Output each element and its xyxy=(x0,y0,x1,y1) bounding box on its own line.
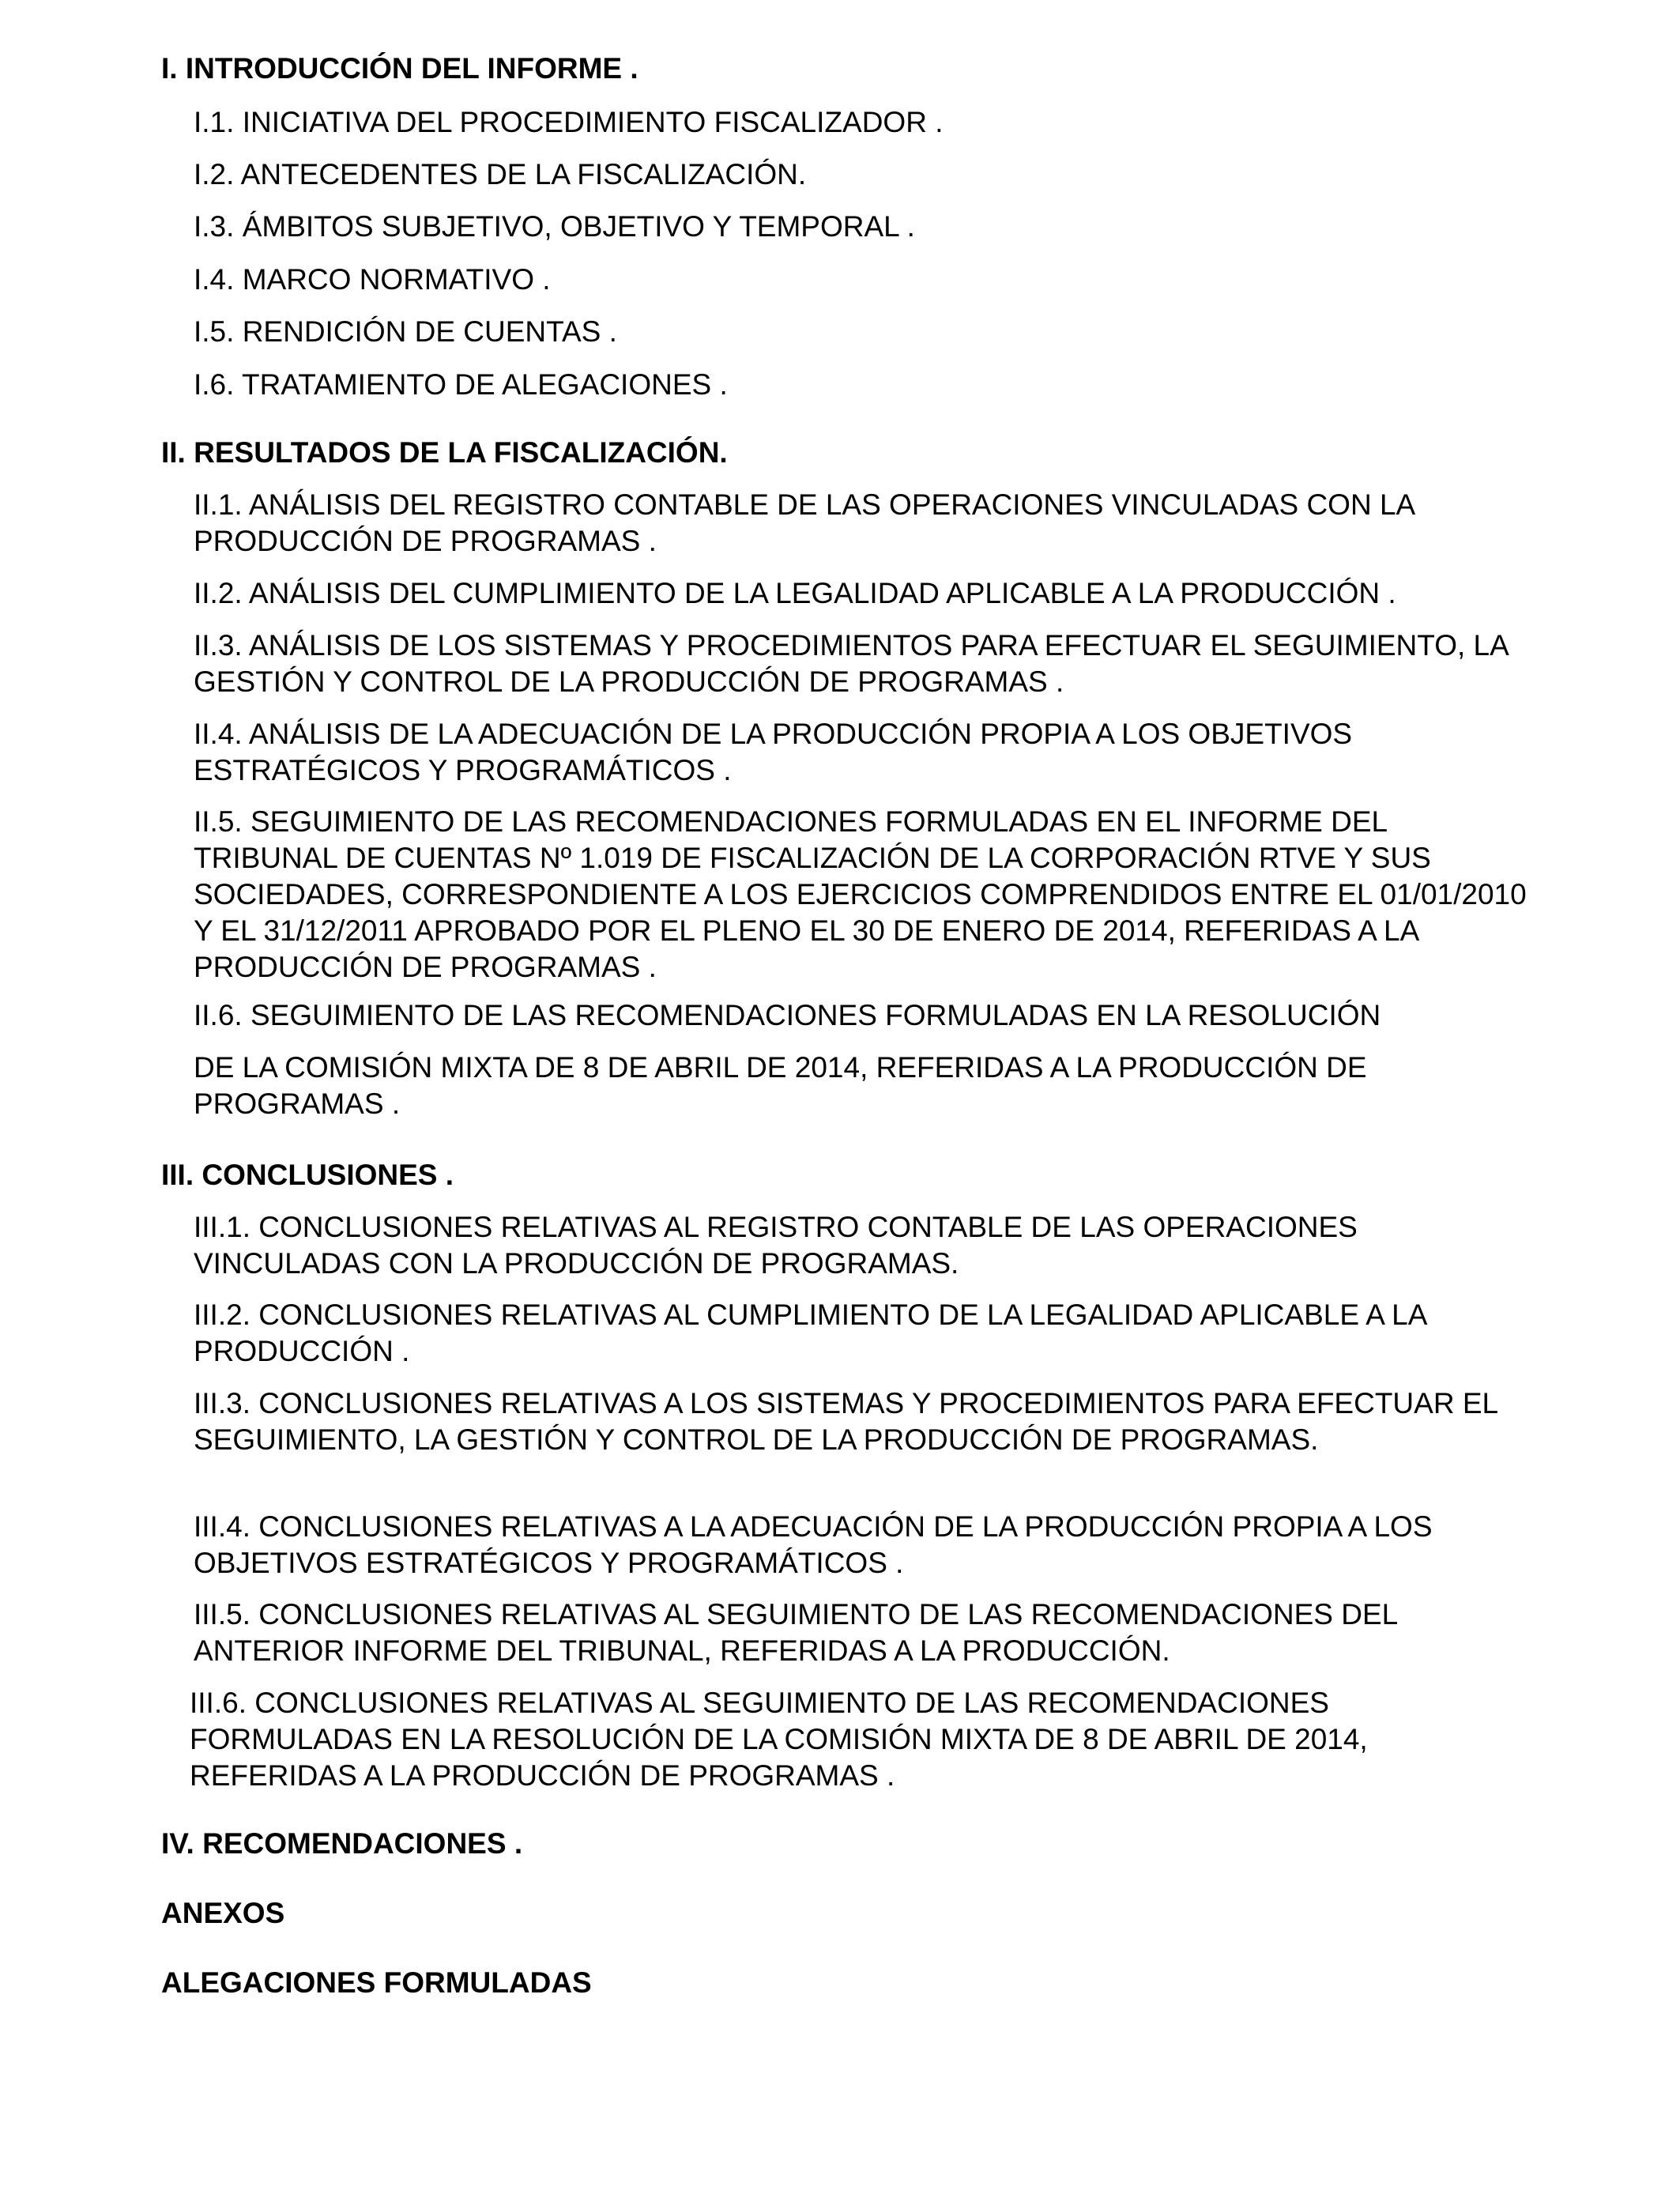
toc-entry-2-2[interactable]: II.2. ANÁLISIS DEL CUMPLIMIENTO DE LA LEGALIDAD APLICABLE A LA PRODUCCIÓN . xyxy=(194,577,1396,609)
toc-entry-3-2[interactable]: III.2. CONCLUSIONES RELATIVAS AL CUMPLIMIENTO DE LA LEGALIDAD APLICABLE A LA PRODUCCIÓN . xyxy=(194,1299,1426,1367)
section-heading-recomendaciones[interactable]: IV. RECOMENDACIONES . xyxy=(161,1827,523,1860)
toc-entry-3-5[interactable]: III.5. CONCLUSIONES RELATIVAS AL SEGUIMIENTO DE LAS RECOMENDACIONES DEL ANTERIOR INFORME DEL TRIBUNAL, REFERIDAS A LA PRODUCCIÓN. xyxy=(194,1598,1397,1667)
toc-entry-3-1[interactable]: III.1. CONCLUSIONES RELATIVAS AL REGISTRO CONTABLE DE LAS OPERACIONES VINCULADAS CON LA PRODUCCIÓN DE PROGRAMAS. xyxy=(194,1211,1358,1280)
toc-entry-2-4[interactable]: II.4. ANÁLISIS DE LA ADECUACIÓN DE LA PRODUCCIÓN PROPIA A LOS OBJETIVOS ESTRATÉGICOS Y PROGRAMÁTICOS . xyxy=(194,718,1353,786)
section-heading-resultados: II. RESULTADOS DE LA FISCALIZACIÓN. xyxy=(161,436,728,469)
section-heading-introduccion: I. INTRODUCCIÓN DEL INFORME . xyxy=(161,52,638,85)
toc-entry-2-3[interactable]: II.3. ANÁLISIS DE LOS SISTEMAS Y PROCEDIMIENTOS PARA EFECTUAR EL SEGUIMIENTO, LA GESTIÓN Y CONTROL DE LA PRODUCCIÓN DE PROGRAMAS . xyxy=(194,629,1508,698)
toc-entry-3-4[interactable]: III.4. CONCLUSIONES RELATIVAS A LA ADECUACIÓN DE LA PRODUCCIÓN PROPIA A LOS OBJETIVOS ESTRATÉGICOS Y PROGRAMÁTICOS . xyxy=(194,1510,1433,1579)
section-heading-conclusiones: III. CONCLUSIONES . xyxy=(161,1159,454,1191)
toc-entry-2-5[interactable]: II.5. SEGUIMIENTO DE LAS RECOMENDACIONES FORMULADAS EN EL INFORME DEL TRIBUNAL DE CUENTAS Nº 1.019 DE FISCALIZACIÓN DE LA CORPORACIÓN RTVE Y SUS SOCIEDADES, CORRESPONDIENTE A LOS EJERCICIOS COMPRENDIDOS ENTRE EL 01/01/2010 Y EL 31/12/2011 APROBADO POR EL PLENO EL 30 DE ENERO DE 2014, REFERIDAS A LA PRODUCCIÓN DE PROGRAMAS . xyxy=(194,805,1527,983)
section-heading-alegaciones[interactable]: ALEGACIONES FORMULADAS xyxy=(161,1966,592,1999)
toc-entry-1-4[interactable]: I.4. MARCO NORMATIVO . xyxy=(194,263,551,296)
toc-entry-1-3[interactable]: I.3. ÁMBITOS SUBJETIVO, OBJETIVO Y TEMPORAL . xyxy=(194,210,915,243)
toc-entry-3-6[interactable]: III.6. CONCLUSIONES RELATIVAS AL SEGUIMIENTO DE LAS RECOMENDACIONES FORMULADAS EN LA RESOLUCIÓN DE LA COMISIÓN MIXTA DE 8 DE ABRIL DE 2014, REFERIDAS A LA PRODUCCIÓN DE PROGRAMAS . xyxy=(190,1687,1368,1792)
toc-entry-2-6-cont[interactable]: DE LA COMISIÓN MIXTA DE 8 DE ABRIL DE 2014, REFERIDAS A LA PRODUCCIÓN DE PROGRAMAS . xyxy=(194,1051,1367,1120)
section-heading-anexos[interactable]: ANEXOS xyxy=(161,1897,285,1929)
toc-entry-2-6[interactable]: II.6. SEGUIMIENTO DE LAS RECOMENDACIONES FORMULADAS EN LA RESOLUCIÓN xyxy=(194,999,1381,1031)
toc-entry-1-6[interactable]: I.6. TRATAMIENTO DE ALEGACIONES . xyxy=(194,368,728,401)
toc-entry-1-5[interactable]: I.5. RENDICIÓN DE CUENTAS . xyxy=(194,315,617,348)
toc-entry-1-1[interactable]: I.1. INICIATIVA DEL PROCEDIMIENTO FISCALIZADOR . xyxy=(194,106,944,138)
toc-entry-1-2[interactable]: I.2. ANTECEDENTES DE LA FISCALIZACIÓN. xyxy=(194,158,807,190)
toc-entry-3-3[interactable]: III.3. CONCLUSIONES RELATIVAS A LOS SISTEMAS Y PROCEDIMIENTOS PARA EFECTUAR EL SEGUIMIENTO, LA GESTIÓN Y CONTROL DE LA PRODUCCIÓN DE PROGRAMAS. xyxy=(194,1387,1497,1456)
toc-entry-2-1[interactable]: II.1. ANÁLISIS DEL REGISTRO CONTABLE DE LAS OPERACIONES VINCULADAS CON LA PRODUCCIÓN DE PROGRAMAS . xyxy=(194,488,1414,557)
